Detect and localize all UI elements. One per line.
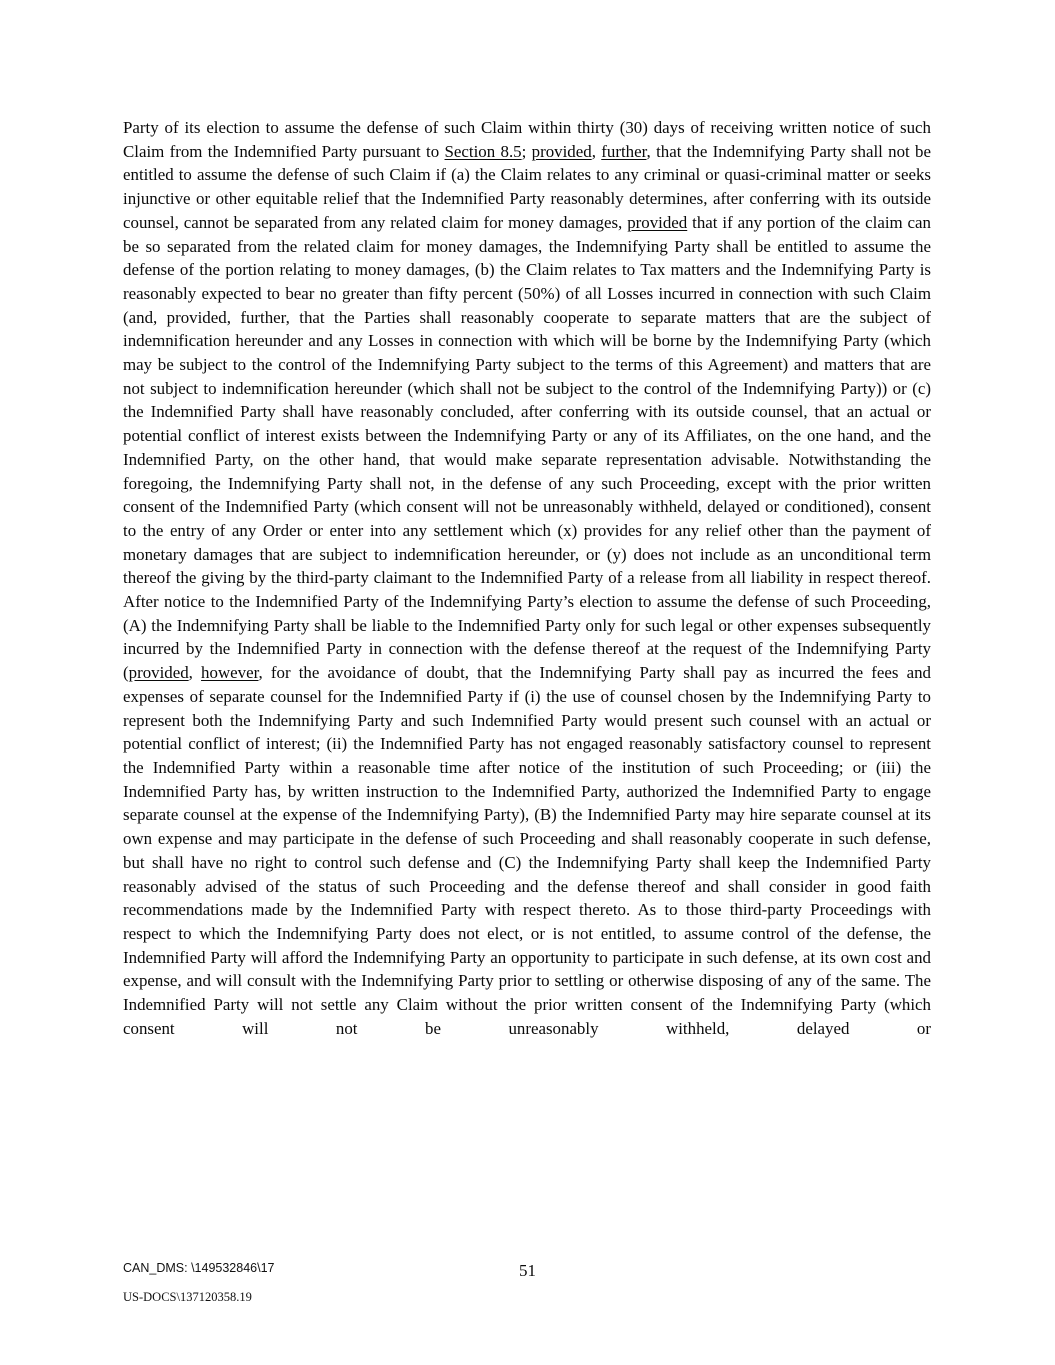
paragraph-text-run: that if any portion of the claim can be so separated from the related claim for money damages, the Indemnifying Party shall be entitled to assume the defense of the portion relating to money damages, (b) the Claim relates to Tax matters and the Indemnifying Party is reasonably expected to bear no greater than fifty percent (50%) of all Losses incurred in connection with such Claim (and, provided, further, that the Parties shall reasonably cooperate to separate matters that are the subject of indemnification hereunder and any Losses in connection with which will be borne by the Indemnifying Party (which may be subject to the control of the Indemnifying Party subject to the terms of this Agreement) and matters that are not subject to indemnification hereunder (which shall not be subject to the control of the Indemnifying Party)) or (c) the Indemnified Party shall have reasonably concluded, after conferring with its outside counsel, that an actual or potential conflict of interest exists between the Indemnifying Party or any of its Affiliates, on the one hand, and the Indemnified Party, on the other hand, that would make separate representation advisable. Notwithstanding the foregoing, the Indemnifying Party shall not, in the defense of any such Proceeding, except with the prior written consent of the Indemnified Party (which consent will not be unreasonably withheld, delayed or conditioned), consent to the entry of any Order or enter into any settlement which (x) provides for any relief other than the payment of monetary damages that are subject to indemnification hereunder, or (y) does not include as an unconditional term thereof the giving by the third-party claimant to the Indemnified Party of a release from all liability in respect thereof. After notice to the Indemnified Party of the Indemnifying Party’s election to assume the defense of such Proceeding, (A) the Indemnifying Party shall be liable to the Indemnified Party only for such legal or other expenses subsequently incurred by the Indemnified Party in connection with the defense thereof at the request of the Indemnifying Party ( <box>123 212 931 683</box>
page-number: 51 <box>519 1261 536 1280</box>
underlined-term: Section 8.5 <box>444 141 522 161</box>
underlined-term: provided <box>531 141 592 161</box>
body-paragraph <box>123 116 931 1040</box>
paragraph-text-run: , for the avoidance of doubt, that the Indemnifying Party shall pay as incurred the fees and expenses of separate counsel for the Indemnified Party if (i) the use of counsel chosen by the Indemnifying Party to represent both the Indemnifying Party and such Indemnified Party would present such counsel with an actual or potential conflict of interest; (ii) the Indemnified Party has not engaged reasonably satisfactory counsel to represent the Indemnified Party within a reasonable time after notice of the institution of such Proceeding; or (iii) the Indemnified Party has, by written instruction to the Indemnified Party, authorized the Indemnified Party to engage separate counsel at the expense of the Indemnifying Party), (B) the Indemnified Party may hire separate counsel at its own expense and may participate in the defense of such Proceeding and shall reasonably cooperate in such defense, but shall have no right to control such defense and (C) the Indemnifying Party shall keep the Indemnified Party reasonably advised of the status of such Proceeding and the defense thereof and shall consider in good faith recommendations made by the Indemnified Party with respect thereto. As to those third-party Proceedings with respect to which the Indemnifying Party does not elect, or is not entitled, to assume control of the defense, the Indemnified Party will afford the Indemnifying Party an opportunity to participate in such defense, at its own cost and expense, and will consult with the Indemnifying Party prior to settling or otherwise disposing of any of the same. The Indemnified Party will not settle any Claim without the prior written consent of the Indemnifying Party (which consent will not be unreasonably withheld, delayed or <box>123 663 931 1038</box>
underlined-term: however <box>201 663 259 683</box>
underlined-term: further <box>601 141 647 161</box>
paragraph-text-run: , that the Indemnifying Party shall not be entitled to assume the defense of such Claim if (a) the Claim relates to any criminal or quasi-criminal matter or seeks injunctive or other equitable relief that the Indemnified Party reasonably determines, after conferring with its outside counsel, cannot be separated from any related claim for money damages, <box>123 141 931 232</box>
paragraph-text-run: , <box>188 663 202 683</box>
paragraph-text-run: Party of its election to assume the defense of such Claim within thirty (30) days of receiving written notice of such Claim from the Indemnified Party pursuant to <box>123 118 931 161</box>
footer-doc-id-line1: CAN_DMS: \149532846\17 <box>123 1261 275 1275</box>
underlined-term: provided <box>128 663 189 683</box>
paragraph-text-run: ; <box>521 141 532 161</box>
paragraph-text-run: , <box>591 141 602 161</box>
footer-doc-id-line2: US-DOCS\137120358.19 <box>123 1290 252 1304</box>
underlined-term: provided <box>627 212 688 232</box>
